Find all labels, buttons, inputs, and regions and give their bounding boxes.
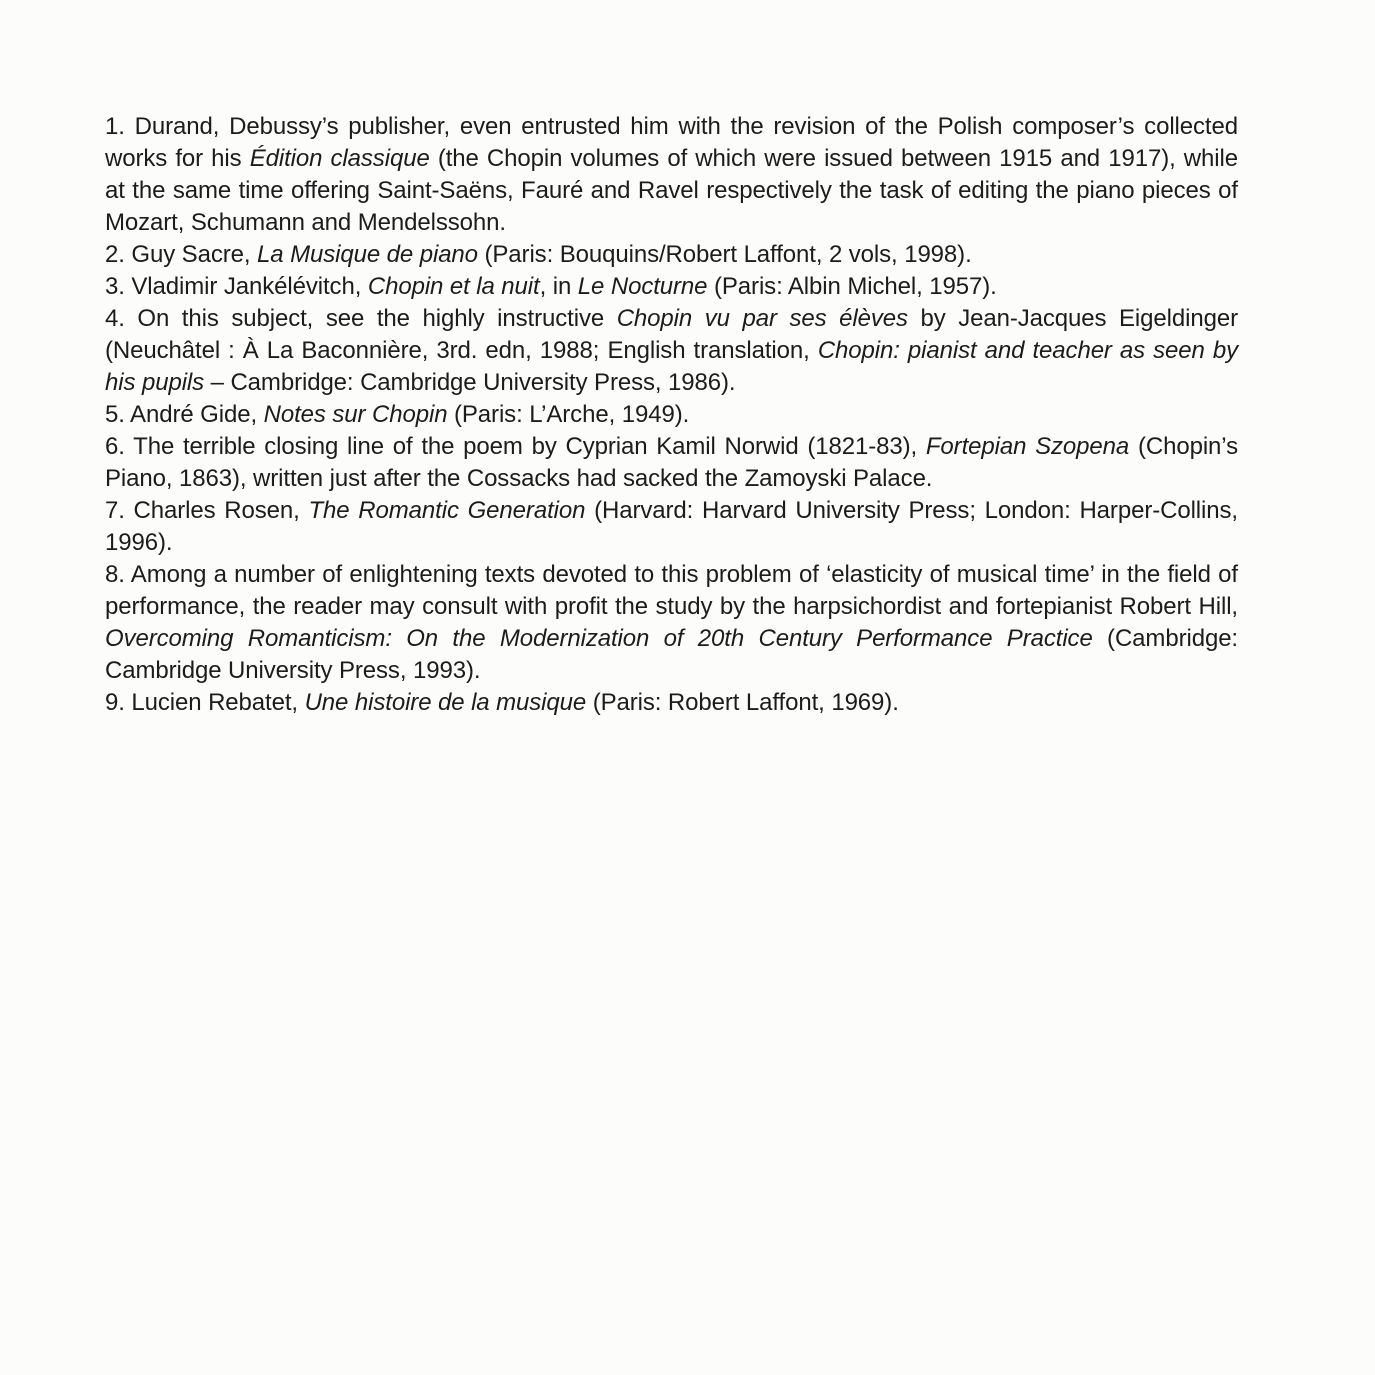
footnote-text: (Chopin’s Piano, 1863), written just after the Cossacks had sacked the Zamoyski Palace.	[105, 433, 1238, 492]
footnote-text: 9. Lucien Rebatet,	[105, 689, 305, 716]
footnote-title-italic: Overcoming Romanticism: On the Modernization of 20th Century Performance Practice	[105, 625, 1093, 652]
footnote-text: 3. Vladimir Jankélévitch,	[105, 273, 368, 300]
footnote-text: 8. Among a number of enlightening texts devoted to this problem of ‘elasticity of musical time’ in the field of performance, the reader may consult with profit the study by the harpsichordist and fortepianist Robert Hill,	[105, 561, 1238, 620]
footnote-title-italic: La Musique de piano	[257, 241, 478, 268]
footnote-title-italic: Édition classique	[249, 145, 430, 172]
footnote-9	[105, 687, 1238, 719]
footnote-title-italic: Une histoire de la musique	[304, 689, 587, 716]
footnote-title-italic: Notes sur Chopin	[263, 401, 448, 428]
footnote-title-italic: Le Nocturne	[577, 273, 708, 300]
footnote-title-italic: The Romantic Generation	[308, 497, 586, 524]
footnote-title-italic: Fortepian Szopena	[925, 433, 1130, 460]
footnote-title-italic: Chopin: pianist and teacher as seen by his pupils	[105, 337, 1238, 396]
footnote-text: (the Chopin volumes of which were issued between 1915 and 1917), while at the same time offering Saint-Saëns, Fauré and Ravel respectively the task of editing the piano pieces of Mozart, Schumann and Mendelssohn.	[105, 145, 1238, 236]
footnote-3	[105, 271, 1238, 303]
footnote-text: (Paris: Albin Michel, 1957).	[707, 273, 997, 300]
footnote-text: 6. The terrible closing line of the poem by Cyprian Kamil Norwid (1821-83),	[105, 433, 926, 460]
footnote-text: 2. Guy Sacre,	[105, 241, 257, 268]
footnote-text: 5. André Gide,	[105, 401, 264, 428]
footnotes-list	[105, 111, 1238, 719]
footnote-text: (Cambridge: Cambridge University Press, 1993).	[105, 625, 1239, 684]
footnote-text: , in	[539, 273, 578, 300]
footnote-title-italic: Chopin et la nuit	[367, 273, 540, 300]
footnote-2	[105, 239, 1238, 271]
footnote-text: 1. Durand, Debussy’s publisher, even entrusted him with the revision of the Polish composer’s collected works for his	[105, 113, 1238, 172]
footnote-text: (Paris: Robert Laffont, 1969).	[586, 689, 899, 716]
footnote-7	[105, 495, 1238, 559]
footnote-text: – Cambridge: Cambridge University Press, 1986).	[204, 369, 736, 396]
footnote-text: by Jean-Jacques Eigeldinger (Neuchâtel : À La Baconnière, 3rd. edn, 1988; English translation,	[105, 305, 1238, 364]
footnote-4	[105, 303, 1238, 399]
footnote-8	[105, 559, 1238, 687]
footnote-5	[105, 399, 1238, 431]
footnote-6	[105, 431, 1238, 495]
footnote-1	[105, 111, 1238, 239]
footnote-text: 7. Charles Rosen,	[105, 497, 309, 524]
footnote-text: (Paris: L’Arche, 1949).	[447, 401, 690, 428]
footnote-text: (Harvard: Harvard University Press; London: Harper-Collins, 1996).	[105, 497, 1238, 556]
footnote-title-italic: Chopin vu par ses élèves	[616, 305, 908, 332]
footnote-text: (Paris: Bouquins/Robert Laffont, 2 vols, 1998).	[477, 241, 972, 268]
footnote-text: 4. On this subject, see the highly instructive	[105, 305, 617, 332]
